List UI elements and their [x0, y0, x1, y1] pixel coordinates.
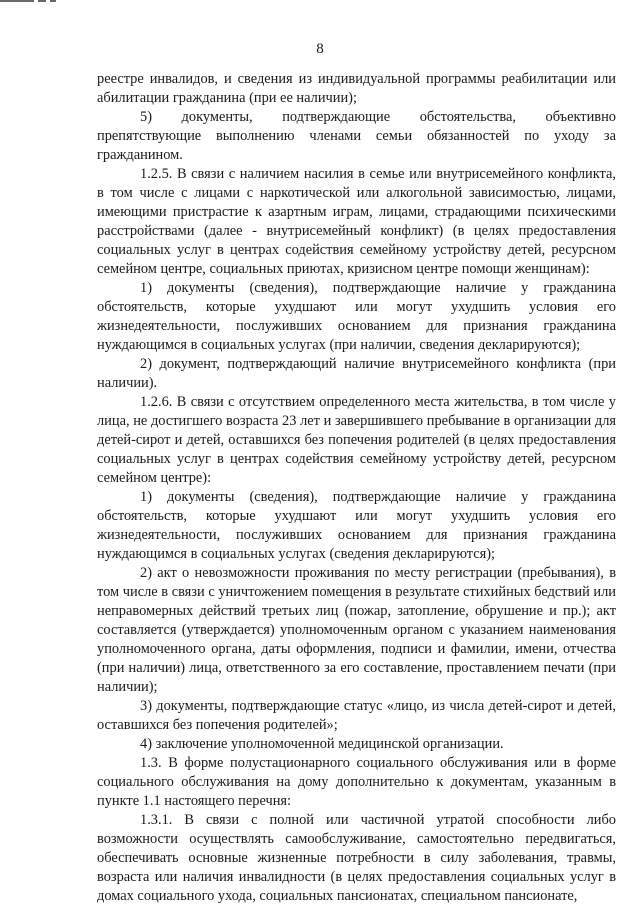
scan-corner-mark [0, 0, 60, 4]
paragraph: 2) документ, подтверждающий наличие внутрисемейного конфликта (при наличии). [97, 356, 616, 391]
paragraph: реестре инвалидов, и сведения из индивидуальной программы реабилитации или абилитации гражданина (при ее наличии); [97, 71, 616, 106]
paragraph: 1.3. В форме полустационарного социального обслуживания или в форме социального обслуживания на дому дополнительно к документам, указанным в пункте 1.1 настоящего перечня: [97, 755, 616, 809]
document-body [97, 70, 616, 906]
paragraph: 3) документы, подтверждающие статус «лицо, из числа детей-сирот и детей, оставшихся без попечения родителей»; [97, 698, 616, 733]
paragraph: 1) документы (сведения), подтверждающие наличие у гражданина обстоятельств, которые ухудшают или могут ухудшить условия его жизнедеятельности, послуживших основанием для признания гражданина нуждающимся в социальных услугах (при наличии, сведения декларируются); [97, 280, 616, 353]
paragraph: 2) акт о невозможности проживания по месту регистрации (пребывания), в том числе в связи с уничтожением помещения в результате стихийных бедствий или неправомерных действий третьих лиц (пожар, затопление, обрушение и пр.); акт составляется (утверждается) уполномоченным органом с указанием наименования уполномоченного органа, даты оформления, подписи и фамилии, имени, отчества (при наличии) лица, ответственного за его составление, проставлением печати (при наличии); [97, 565, 616, 695]
paragraph: 1.2.6. В связи с отсутствием определенного места жительства, в том числе у лица, не достигшего возраста 23 лет и завершившего пребывание в организации для детей-сирот и детей, оставшихся без попечения родителей (в целях предоставления социальных услуг в центрах содействия семейному устройству детей, ресурсном семейном центре): [97, 394, 616, 486]
paragraph: 1.3.1. В связи с полной или частичной утратой способности либо возможности осуществлять самообслуживание, самостоятельно передвигаться, обеспечивать основные жизненные потребности в силу заболевания, травмы, возраста или наличия инвалидности (в целях предоставления социальных услуг в домах социального ухода, социальных пансионатах, специальном пансионате, [97, 812, 616, 904]
paragraph: 4) заключение уполномоченной медицинской организации. [140, 736, 504, 752]
page-number: 8 [316, 41, 324, 57]
paragraph: 5) документы, подтверждающие обстоятельства, объективно препятствующие выполнению членами семьи обязанностей по уходу за гражданином. [97, 109, 616, 163]
paragraph: 1.2.5. В связи с наличием насилия в семье или внутрисемейного конфликта, в том числе с лицами с наркотической или алкогольной зависимостью, лицами, имеющими пристрастие к азартным играм, лицами, страдающими психическими расстройствами (далее - внутрисемейный конфликт) (в целях предоставления социальных услуг в центрах содействия семейному устройству детей, ресурсном семейном центре, социальных приютах, кризисном центре помощи женщинам): [97, 166, 616, 277]
paragraph: 1) документы (сведения), подтверждающие наличие у гражданина обстоятельств, которые ухудшают или могут ухудшить условия его жизнедеятельности, послуживших основанием для признания гражданина нуждающимся в социальных услугах (сведения декларируются); [97, 489, 616, 562]
